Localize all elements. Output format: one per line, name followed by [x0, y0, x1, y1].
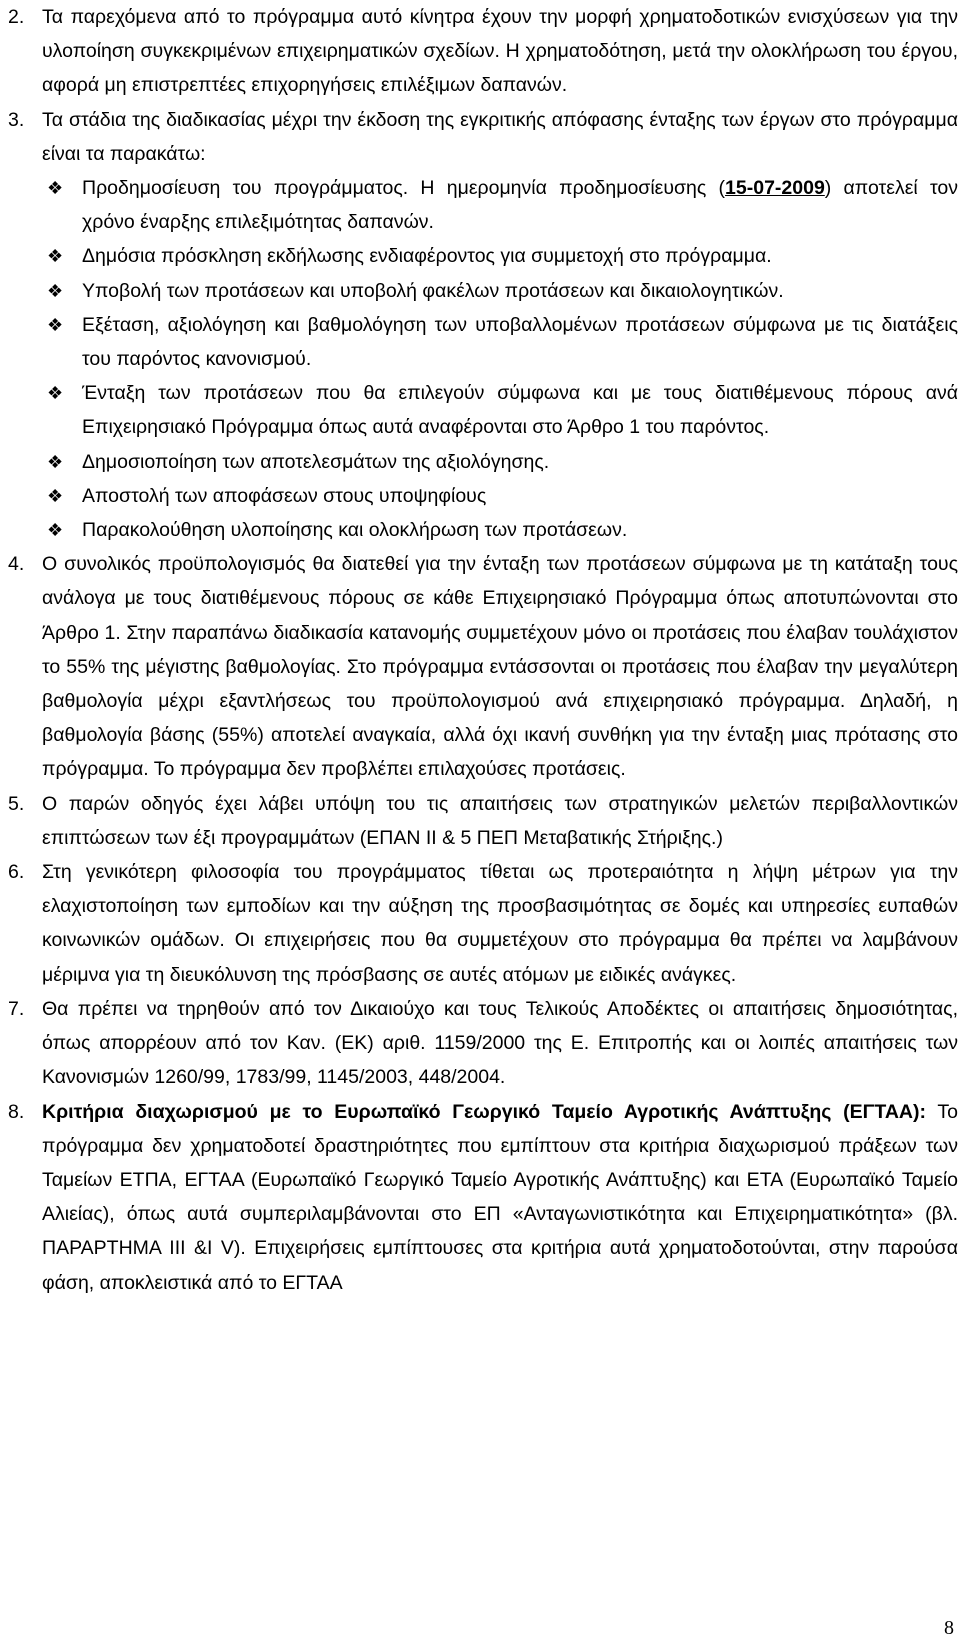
diamond-bullet-icon: ❖: [47, 451, 64, 472]
bullet-item: [43, 376, 958, 444]
list-item-8: [8, 1095, 958, 1300]
item-text: Θα πρέπει να τηρηθούν από τον Δικαιούχο και τους Τελικούς Αποδέκτες οι απαιτήσεις δημοσιότητας, όπως απορρέουν από τον Καν. (ΕΚ) αριθ. 1159/2000 της Ε. Επιτροπής και οι λοιπές απαιτήσεις των Κανονισμών 1260/99, 1783/99, 1145/2003, 448/2004.: [42, 997, 958, 1089]
bullet-text: Αποστολή των αποφάσεων στους υποψηφίους: [82, 484, 487, 507]
bullet-text: Προδημοσίευση του προγράμματος. Η ημερομηνία προδημοσίευσης (: [82, 177, 726, 200]
bullet-item: [43, 239, 958, 273]
bullet-item: [43, 308, 958, 376]
item-number: 2.: [8, 6, 25, 28]
diamond-bullet-icon: ❖: [47, 246, 64, 267]
diamond-bullet-icon: ❖: [47, 178, 64, 199]
bullet-text: Δημοσιοποίηση των αποτελεσμάτων της αξιολόγησης.: [82, 450, 550, 473]
item-text: Τα παρεχόμενα από το πρόγραμμα αυτό κίνητρα έχουν την μορφή χρηματοδοτικών ενισχύσεων για την υλοποίηση συγκεκριμένων επιχειρηματικών σχεδίων. Η χρηματοδότηση, μετά την ολοκλήρωση του έργου, αφορά μη επιστρεπτέες επιχορηγήσεις επιλέξιμων δαπανών.: [42, 6, 958, 97]
item-text: Στη γενικότερη φιλοσοφία του προγράμματος τίθεται ως προτεραιότητα η λήψη μέτρων για την ελαχιστοποίηση των εμποδίων και την αύξηση της προσβασιμότητας σε δομές και υπηρεσίες ευπαθών κοινωνικών ομάδων. Οι επιχειρήσεις που θα συμμετέχουν στο πρόγραμμα θα πρέπει να λαμβάνουν μέριμνα για τη διευκόλυνση της πρόσβασης σε αυτές ατόμων με ειδικές ανάγκες.: [42, 861, 958, 986]
list-item-5: [8, 787, 958, 855]
bullet-text: Δημόσια πρόσκληση εκδήλωσης ενδιαφέροντος για συμμετοχή στο πρόγραμμα.: [82, 245, 772, 268]
bullet-item: [43, 274, 958, 308]
item-number: 3.: [8, 108, 25, 131]
diamond-bullet-icon: ❖: [47, 280, 64, 301]
document-page: [8, 0, 958, 1300]
item-number: 5.: [8, 792, 25, 815]
bullet-item: [43, 445, 958, 479]
list-item-7: [8, 992, 958, 1095]
bullet-text: Εξέταση, αξιολόγηση και βαθμολόγηση των υποβαλλομένων προτάσεων σύμφωνα με τις διατάξεις του παρόντος κανονισμού.: [82, 313, 958, 371]
page-number: 8: [944, 1617, 954, 1639]
item-heading: Κριτήρια διαχωρισμού με το Ευρωπαϊκό Γεωργικό Ταμείο Αγροτικής Ανάπτυξης (ΕΓΤΑΑ):: [42, 1100, 927, 1123]
bullet-item: [43, 479, 958, 513]
item-text: Ο συνολικός προϋπολογισμός θα διατεθεί για την ένταξη των προτάσεων σύμφωνα με τη κατάταξη τους ανάλογα με τους διατιθέμενους πόρους σε κάθε Επιχειρησιακό Πρόγραμμα όπως αποτυπώνονται στο Άρθρο 1. Στην παραπάνω διαδικασία κατανομής συμμετέχουν μόνο οι προτάσεις που έλαβαν τουλάχιστον το 55% της μέγιστης βαθμολογίας. Στο πρόγραμμα εντάσσονται οι προτάσεις που έλαβαν την μεγαλύτερη βαθμολογία μέχρι εξαντλήσεως του προϋπολογισμού ανά επιχειρησιακό πρόγραμμα. Δηλαδή, η βαθμολογία βάσης (55%) αποτελεί αναγκαία, αλλά όχι ικανή συνθήκη για την ένταξη μιας πρότασης στο πρόγραμμα. Το πρόγραμμα δεν προβλέπει επιλαχούσες προτάσεις.: [42, 553, 958, 781]
list-item-4: [8, 547, 958, 786]
item-number: 7.: [8, 997, 25, 1020]
item-text: Τα στάδια της διαδικασίας μέχρι την έκδοση της εγκριτικής απόφασης ένταξης των έργων στο πρόγραμμα είναι τα παρακάτω:: [42, 108, 958, 165]
diamond-bullet-icon: ❖: [47, 520, 64, 541]
item-number: 8.: [8, 1100, 25, 1123]
diamond-bullet-icon: ❖: [47, 314, 64, 335]
item-number: 6.: [8, 861, 25, 884]
item-text: Ο παρών οδηγός έχει λάβει υπόψη του τις απαιτήσεις των στρατηγικών μελετών περιβαλλοντικών επιπτώσεων των έξι προγραμμάτων (ΕΠΑΝ ΙΙ & 5 ΠΕΠ Μεταβατικής Στήριξης.): [42, 792, 958, 849]
bullet-text: Ένταξη των προτάσεων που θα επιλεγούν σύμφωνα και με τους διατιθέμενους πόρους ανά Επιχειρησιακό Πρόγραμμα όπως αυτά αναφέρονται στο Άρθρο 1 του παρόντος.: [82, 382, 958, 439]
bullet-text: ) αποτελεί τον χρόνο έναρξης επιλεξιμότητας δαπανών.: [82, 177, 958, 234]
list-item-6: [8, 855, 958, 992]
publication-date: 15-07-2009: [725, 177, 825, 200]
diamond-bullet-icon: ❖: [47, 485, 64, 506]
item-number: 4.: [8, 553, 25, 576]
list-item-2: [8, 0, 958, 103]
bullet-item: [43, 171, 958, 239]
bullet-text: Υποβολή των προτάσεων και υποβολή φακέλων προτάσεων και δικαιολογητικών.: [82, 279, 784, 302]
item-text: Το πρόγραμμα δεν χρηματοδοτεί δραστηριότητες που εμπίπτουν στα κριτήρια διαχωρισμού πράξεων των Ταμείων ΕΤΠΑ, ΕΓΤΑΑ (Ευρωπαϊκό Γεωργικό Ταμείο Αγροτικής Ανάπτυξης) και ΕΤΑ (Ευρωπαϊκό Ταμείο Αλιείας), όπως αυτά συμπεριλαμβάνονται στο ΕΠ «Ανταγωνιστικότητα και Επιχειρηματικότητα» (βλ. ΠΑΡΑΡΤΗΜΑ ΙΙΙ &Ι V). Επιχειρήσεις εμπίπτουσες στα κριτήρια αυτά χρηματοδοτούνται, στην παρούσα φάση, αποκλειστικά από το ΕΓΤΑΑ: [42, 1100, 958, 1294]
bullet-item: [43, 513, 958, 547]
bullet-text: Παρακολούθηση υλοποίησης και ολοκλήρωση των προτάσεων.: [82, 519, 628, 542]
diamond-bullet-icon: ❖: [47, 383, 64, 404]
list-item-3: [8, 103, 958, 171]
